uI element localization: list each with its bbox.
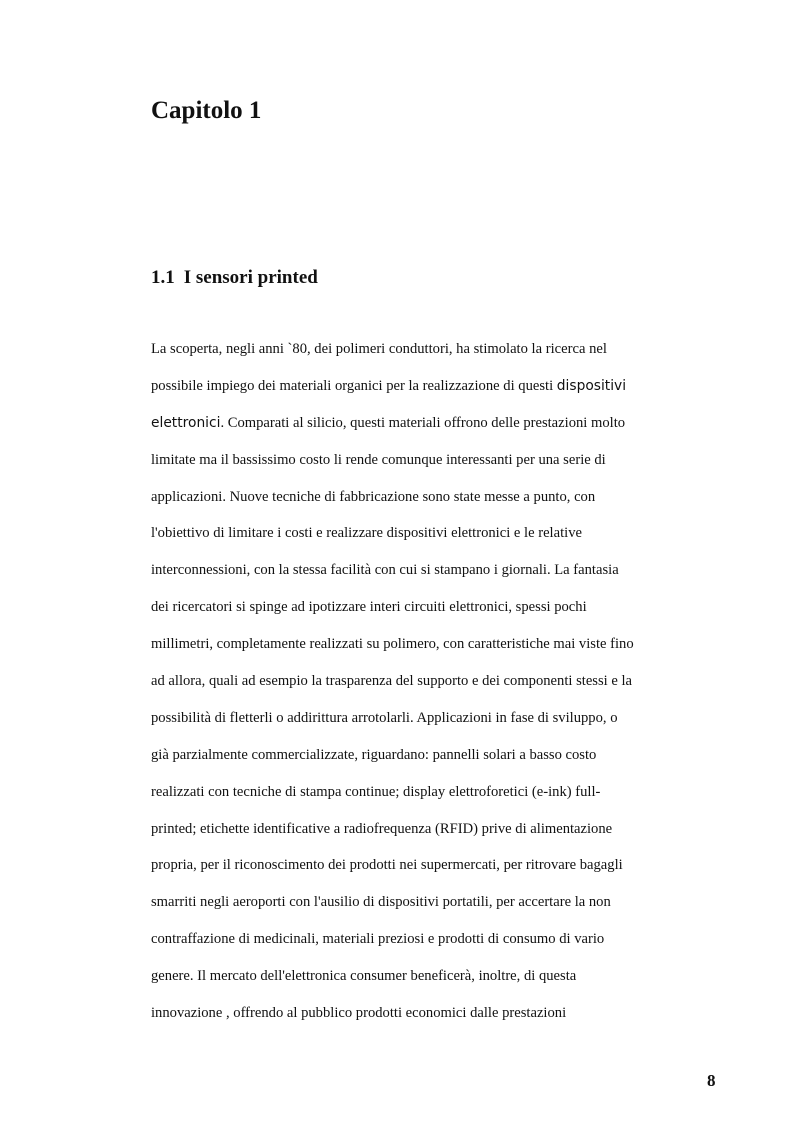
line-text: genere. Il mercato dell'elettronica consumer beneficerà, inoltre, di questa xyxy=(151,968,577,985)
paragraph-line xyxy=(151,559,691,596)
line-text: printed; etichette identificative a radiofrequenza (RFID) prive di alimentazione xyxy=(151,820,613,837)
line-text: l'obiettivo di limitare i costi e realizzare dispositivi elettronici e le relative xyxy=(151,525,582,542)
body-paragraph xyxy=(151,338,691,1039)
line-text: innovazione , offrendo al pubblico prodotti economici dalle prestazioni xyxy=(151,1005,567,1022)
section-number: 1.1 xyxy=(151,267,175,288)
paragraph-line xyxy=(151,596,691,633)
paragraph-line xyxy=(151,338,691,375)
paragraph-line xyxy=(151,818,691,855)
line-text: contraffazione di medicinali, materiali preziosi e prodotti di consumo di vario xyxy=(151,931,605,948)
line-text: ad allora, quali ad esempio la trasparenza del supporto e dei componenti stessi e la xyxy=(151,673,633,690)
line-text-sans: dispositivi xyxy=(556,377,627,394)
line-text: smarriti negli aeroporti con l'ausilio di dispositivi portatili, per accertare la non xyxy=(151,894,611,911)
paragraph-line xyxy=(151,486,691,523)
line-text: già parzialmente commercializzate, riguardano: pannelli solari a basso costo xyxy=(151,746,597,763)
paragraph-line xyxy=(151,670,691,707)
line-text-sans: elettronici xyxy=(151,414,221,431)
line-text: possibilità di fletterli o addirittura arrotolarli. Applicazioni in fase di sviluppo, o xyxy=(151,709,618,726)
paragraph-line xyxy=(151,522,691,559)
line-text: realizzati con tecniche di stampa continue; display elettroforetici (e-ink) full- xyxy=(151,783,601,800)
paragraph-line xyxy=(151,449,691,486)
paragraph-line xyxy=(151,633,691,670)
paragraph-line xyxy=(151,891,691,928)
line-text: applicazioni. Nuove tecniche di fabbricazione sono state messe a punto, con xyxy=(151,488,596,505)
paragraph-line xyxy=(151,375,691,412)
paragraph-line xyxy=(151,744,691,781)
line-text: interconnessioni, con la stessa facilità con cui si stampano i giornali. La fantasia xyxy=(151,562,619,579)
paragraph-line xyxy=(151,1002,691,1039)
paragraph-line xyxy=(151,854,691,891)
section-heading xyxy=(151,266,318,290)
line-text: possibile impiego dei materiali organici per la realizzazione di questi xyxy=(151,377,557,394)
paragraph-line xyxy=(151,412,691,449)
paragraph-line xyxy=(151,707,691,744)
section-title: I sensori printed xyxy=(183,267,318,288)
line-text: millimetri, completamente realizzati su polimero, con caratteristiche mai viste fino xyxy=(151,636,634,653)
line-text: propria, per il riconoscimento dei prodotti nei supermercati, per ritrovare bagagli xyxy=(151,857,623,874)
paragraph-line xyxy=(151,965,691,1002)
line-text: dei ricercatori si spinge ad ipotizzare interi circuiti elettronici, spessi pochi xyxy=(151,599,587,616)
line-text: La scoperta, negli anni `80, dei polimeri conduttori, ha stimolato la ricerca nel xyxy=(151,341,607,357)
chapter-title: Capitolo 1 xyxy=(151,97,262,124)
page-number: 8 xyxy=(707,1071,716,1090)
line-text: . Comparati al silicio, questi materiali offrono delle prestazioni molto xyxy=(220,414,626,431)
paragraph-line xyxy=(151,928,691,965)
paragraph-line xyxy=(151,781,691,818)
line-text: limitate ma il bassissimo costo li rende comunque interessanti per una serie di xyxy=(151,451,606,468)
